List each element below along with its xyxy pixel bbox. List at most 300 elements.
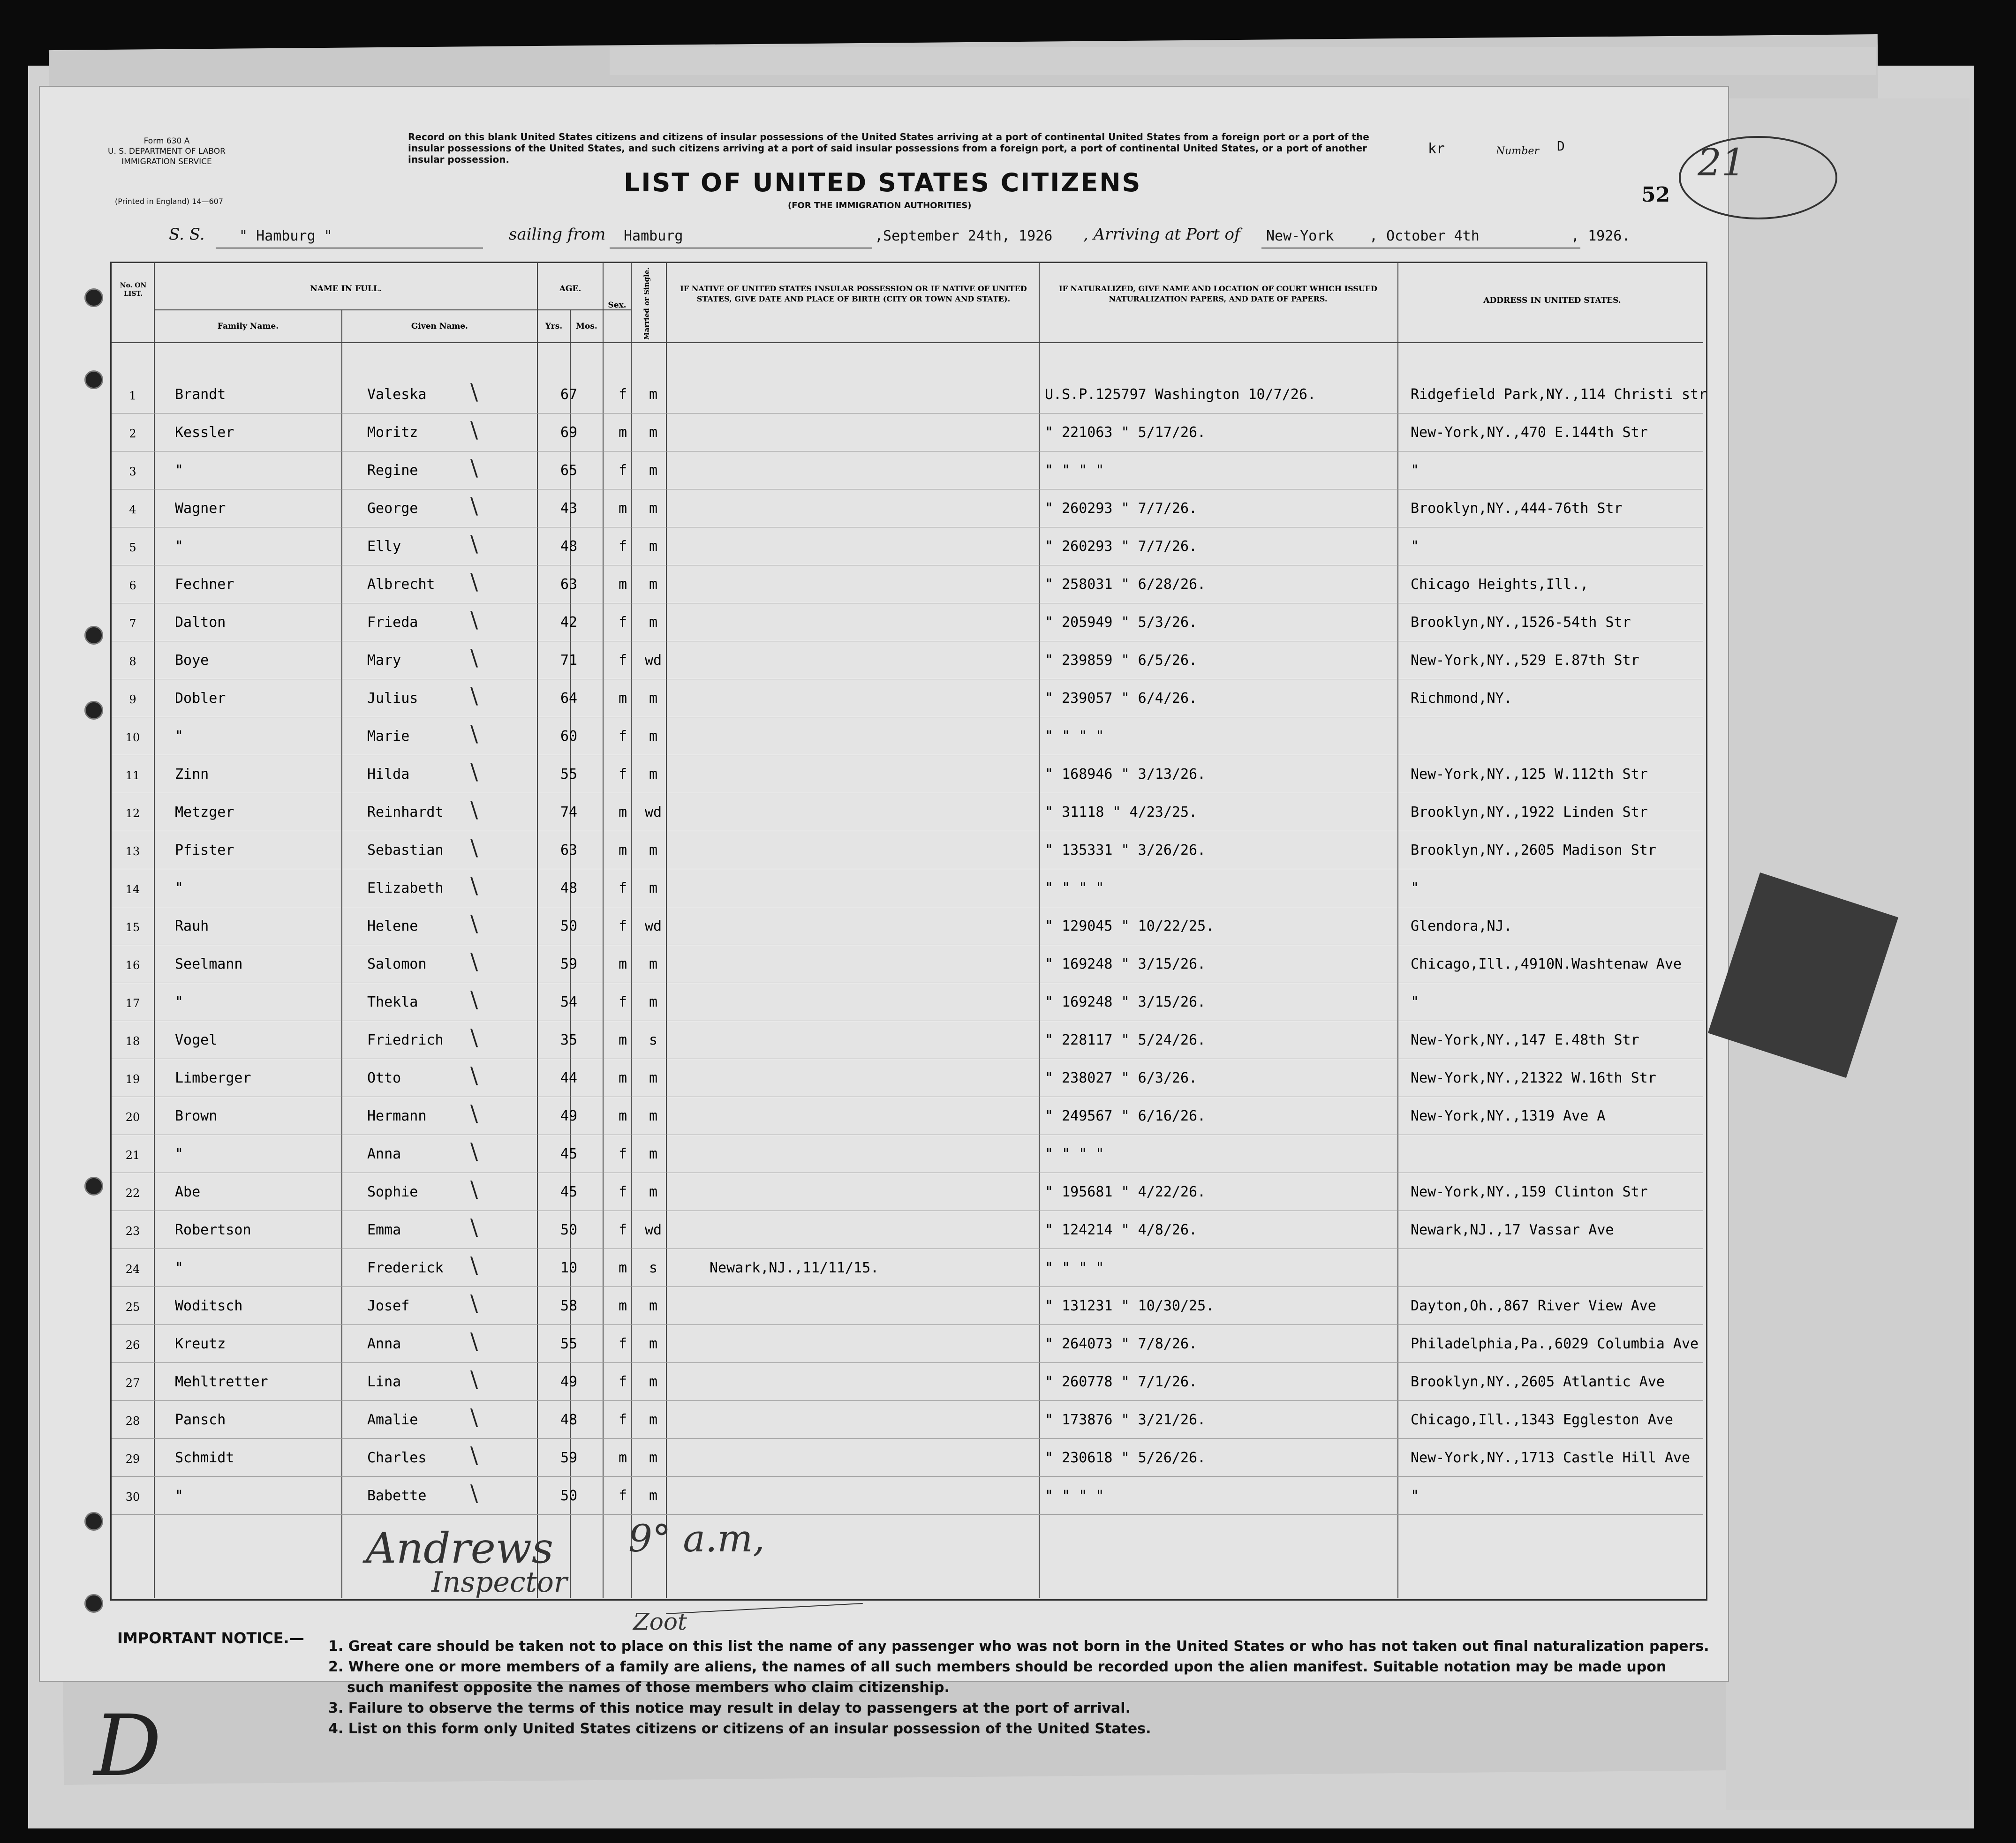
header-bottom <box>112 342 1703 343</box>
address: Philadelphia,Pa.,6029 Columbia Ave <box>1411 1336 1699 1352</box>
form-meta <box>108 136 226 167</box>
page-number: 52 <box>1641 183 1670 207</box>
hdr-no: No. ON LIST. <box>120 282 147 298</box>
row-number: 10 <box>125 731 140 744</box>
address: Chicago,Ill.,4910N.Washtenaw Ave <box>1411 956 1682 972</box>
row-rule <box>112 1286 1703 1287</box>
marital-status: m <box>649 576 658 593</box>
number-label: Number <box>1496 145 1539 157</box>
given-name: Emma <box>367 1222 401 1238</box>
check-mark-icon: \ <box>470 1100 478 1127</box>
sex: f <box>618 728 627 745</box>
sex: f <box>618 538 627 555</box>
family-name: Dalton <box>175 614 226 631</box>
row-rule <box>112 1362 1703 1363</box>
age-years: 48 <box>560 538 578 555</box>
row-number: 25 <box>125 1301 140 1314</box>
age-years: 60 <box>560 728 578 745</box>
check-mark-icon: \ <box>470 835 478 861</box>
sex: f <box>618 994 627 1010</box>
given-name: Reinhardt <box>367 804 444 820</box>
check-mark-icon: \ <box>470 569 478 595</box>
marital-status: m <box>649 956 658 972</box>
table-row <box>112 718 1703 756</box>
table-row <box>112 794 1703 832</box>
family-name: Dobler <box>175 690 226 707</box>
family-name: " <box>175 728 184 745</box>
check-mark-icon: \ <box>470 873 478 899</box>
check-mark-icon: \ <box>470 683 478 709</box>
handwritten-note: Zoot <box>633 1608 687 1635</box>
notice-item: 1. Great care should be taken not to place on this list the name of any passenger who was not born in the United States or who has not taken out final naturalization papers. <box>328 1638 1709 1655</box>
age-years: 50 <box>560 1488 578 1504</box>
table-row <box>112 1363 1703 1402</box>
row-rule <box>112 1514 1703 1515</box>
sex: m <box>618 1450 627 1466</box>
given-name: Frieda <box>367 614 418 631</box>
row-number: 15 <box>125 921 140 934</box>
address: Dayton,Oh.,867 River View Ave <box>1411 1298 1656 1314</box>
sex: m <box>618 690 627 707</box>
sex: m <box>618 1108 627 1124</box>
age-years: 50 <box>560 918 578 934</box>
hdr-given: Given Name. <box>411 322 468 331</box>
table-row <box>112 1022 1703 1060</box>
check-mark-icon: \ <box>470 1366 478 1392</box>
naturalization: " 135331 " 3/26/26. <box>1045 842 1206 858</box>
table-row <box>112 946 1703 984</box>
naturalization: " 173876 " 3/21/26. <box>1045 1412 1206 1428</box>
naturalization: " " " " <box>1045 880 1104 896</box>
marital-status: s <box>649 1260 658 1276</box>
age-years: 64 <box>560 690 578 707</box>
address: New-York,NY.,147 E.48th Str <box>1411 1032 1639 1048</box>
table-row <box>112 1098 1703 1136</box>
marital-status: wd <box>644 804 662 820</box>
row-number: 8 <box>129 655 136 668</box>
given-name: Salomon <box>367 956 427 972</box>
sex: f <box>618 1488 627 1504</box>
marital-status: m <box>649 614 658 631</box>
sex: m <box>618 424 627 441</box>
sex: m <box>618 1070 627 1086</box>
binding-hole <box>84 288 103 307</box>
sex: m <box>618 804 627 820</box>
marital-status: m <box>649 1146 658 1162</box>
table-row <box>112 1136 1703 1174</box>
table-row <box>112 1174 1703 1212</box>
table-row <box>112 1249 1703 1288</box>
inspector-title: Inspector <box>431 1566 567 1599</box>
row-number: 18 <box>125 1035 140 1048</box>
age-years: 54 <box>560 994 578 1010</box>
age-years: 42 <box>560 614 578 631</box>
sex: f <box>618 918 627 934</box>
notice-items <box>328 1636 1716 1739</box>
check-mark-icon: \ <box>470 797 478 823</box>
given-name: George <box>367 500 418 517</box>
age-years: 74 <box>560 804 578 820</box>
naturalization: " 239859 " 6/5/26. <box>1045 652 1198 669</box>
binding-hole <box>84 701 103 720</box>
address: Brooklyn,NY.,444-76th Str <box>1411 500 1623 517</box>
sex: f <box>618 1374 627 1390</box>
check-mark-icon: \ <box>470 1328 478 1354</box>
address: New-York,NY.,21322 W.16th Str <box>1411 1070 1656 1086</box>
naturalization: " 168946 " 3/13/26. <box>1045 766 1206 782</box>
family-name: Pfister <box>175 842 234 858</box>
marital-status: wd <box>644 1222 662 1238</box>
family-name: Abe <box>175 1184 201 1200</box>
family-name: " <box>175 880 184 896</box>
row-number: 30 <box>125 1490 140 1504</box>
naturalization: " 205949 " 5/3/26. <box>1045 614 1198 631</box>
check-mark-icon: \ <box>470 910 478 937</box>
table-row <box>112 452 1703 490</box>
address: New-York,NY.,159 Clinton Str <box>1411 1184 1648 1200</box>
sex: f <box>618 1412 627 1428</box>
table-row <box>112 604 1703 642</box>
age-years: 48 <box>560 880 578 896</box>
family-name: Brown <box>175 1108 218 1124</box>
family-name: Vogel <box>175 1032 218 1048</box>
service: IMMIGRATION SERVICE <box>121 157 212 166</box>
given-name: Babette <box>367 1488 427 1504</box>
marital-status: m <box>649 1450 658 1466</box>
circled-number: 21 <box>1698 141 1745 184</box>
family-name: " <box>175 462 184 479</box>
row-rule <box>112 1438 1703 1439</box>
table-row <box>112 1211 1703 1250</box>
notice-item: 2. Where one or more members of a family are aliens, the names of all such members should be recorded upon the alien manifest. Suitable notation may be made upon <box>328 1659 1667 1675</box>
row-number: 1 <box>129 389 136 402</box>
family-name: " <box>175 538 184 555</box>
family-name: Wagner <box>175 500 226 517</box>
check-mark-icon: \ <box>470 531 478 557</box>
age-years: 59 <box>560 1450 578 1466</box>
age-years: 59 <box>560 956 578 972</box>
given-name: Otto <box>367 1070 401 1086</box>
row-number: 16 <box>125 959 140 972</box>
table-row <box>112 490 1703 528</box>
family-name: " <box>175 1488 184 1504</box>
naturalization: " 228117 " 5/24/26. <box>1045 1032 1206 1048</box>
address: Chicago Heights,Ill., <box>1411 576 1589 593</box>
given-name: Albrecht <box>367 576 435 593</box>
row-number: 14 <box>125 883 140 896</box>
arrival-year: , 1926. <box>1571 228 1631 244</box>
age-years: 49 <box>560 1374 578 1390</box>
ss-label: S. S. <box>169 225 205 244</box>
check-mark-icon: \ <box>470 607 478 633</box>
table-row <box>112 642 1703 680</box>
row-number: 4 <box>129 503 136 516</box>
given-name: Elizabeth <box>367 880 444 896</box>
address: New-York,NY.,125 W.112th Str <box>1411 766 1648 782</box>
sex: m <box>618 576 627 593</box>
row-number: 3 <box>129 465 136 478</box>
address: New-York,NY.,1319 Ave A <box>1411 1108 1606 1124</box>
family-name: Rauh <box>175 918 209 934</box>
table-row <box>112 566 1703 604</box>
check-mark-icon: \ <box>470 1138 478 1165</box>
address: Brooklyn,NY.,1526-54th Str <box>1411 614 1631 631</box>
row-number: 12 <box>125 807 140 820</box>
naturalization: " 260778 " 7/1/26. <box>1045 1374 1198 1390</box>
hdr-address: ADDRESS IN UNITED STATES. <box>1483 296 1621 305</box>
given-name: Charles <box>367 1450 427 1466</box>
notice-item: 3. Failure to observe the terms of this notice may result in delay to passengers at the port of arrival. <box>328 1700 1131 1716</box>
sex: f <box>618 614 627 631</box>
sex: m <box>618 956 627 972</box>
arriving-label: , Arriving at Port of <box>1083 225 1240 244</box>
table-row <box>112 756 1703 794</box>
marital-status: m <box>649 766 658 782</box>
hdr-yrs: Yrs. <box>545 322 563 331</box>
address: Brooklyn,NY.,1922 Linden Str <box>1411 804 1648 820</box>
printed-note: (Printed in England) 14—607 <box>115 197 223 206</box>
naturalization: " 169248 " 3/15/26. <box>1045 994 1206 1010</box>
marital-status: wd <box>644 652 662 669</box>
marital-status: m <box>649 728 658 745</box>
given-name: Helene <box>367 918 418 934</box>
naturalization: " " " " <box>1045 728 1104 745</box>
from-port: Hamburg <box>624 228 683 244</box>
family-name: " <box>175 994 184 1010</box>
row-number: 21 <box>125 1149 140 1162</box>
arrival-port: New-York <box>1266 228 1334 244</box>
marital-status: m <box>649 1488 658 1504</box>
given-name: Thekla <box>367 994 418 1010</box>
family-name: Limberger <box>175 1070 251 1086</box>
age-years: 49 <box>560 1108 578 1124</box>
age-years: 63 <box>560 842 578 858</box>
age-years: 45 <box>560 1146 578 1162</box>
address: New-York,NY.,1713 Castle Hill Ave <box>1411 1450 1691 1466</box>
naturalization: " 169248 " 3/15/26. <box>1045 956 1206 972</box>
age-years: 48 <box>560 1412 578 1428</box>
family-name: Kessler <box>175 424 234 441</box>
check-mark-icon: \ <box>470 721 478 747</box>
ship-name: " Hamburg " <box>239 228 332 244</box>
row-rule <box>112 1476 1703 1477</box>
age-years: 58 <box>560 1298 578 1314</box>
check-mark-icon: \ <box>470 1062 478 1089</box>
sex: m <box>618 1260 627 1276</box>
sex: f <box>618 1184 627 1200</box>
table-row <box>112 832 1703 870</box>
address: " <box>1411 994 1420 1010</box>
naturalization: " " " " <box>1045 1260 1104 1276</box>
family-name: " <box>175 1146 184 1162</box>
number-value: D <box>1557 138 1565 154</box>
sex: f <box>618 1146 627 1162</box>
naturalization: " 264073 " 7/8/26. <box>1045 1336 1198 1352</box>
marital-status: m <box>649 1412 658 1428</box>
check-mark-icon: \ <box>470 455 478 481</box>
given-name: Hermann <box>367 1108 427 1124</box>
sex: m <box>618 500 627 517</box>
check-mark-icon: \ <box>470 1480 478 1506</box>
check-mark-icon: \ <box>470 1404 478 1430</box>
family-name: Robertson <box>175 1222 251 1238</box>
given-name: Moritz <box>367 424 418 441</box>
row-number: 28 <box>125 1414 140 1428</box>
table-row <box>112 1060 1703 1098</box>
binding-hole <box>84 626 103 645</box>
row-number: 24 <box>125 1263 140 1276</box>
address: New-York,NY.,470 E.144th Str <box>1411 424 1648 441</box>
paper-stack-top-edge <box>610 47 1876 75</box>
given-name: Lina <box>367 1374 401 1390</box>
check-mark-icon: \ <box>470 1214 478 1241</box>
family-name: Metzger <box>175 804 234 820</box>
naturalization: " 131231 " 10/30/25. <box>1045 1298 1215 1314</box>
naturalization: " 221063 " 5/17/26. <box>1045 424 1206 441</box>
row-number: 6 <box>129 579 136 592</box>
row-rule <box>112 1324 1703 1325</box>
sail-date: ,September 24th, 1926 <box>875 228 1053 244</box>
family-name: Mehltretter <box>175 1374 268 1390</box>
hdr-naturalized: IF NATURALIZED, GIVE NAME AND LOCATION OF COURT WHICH ISSUED NATURALIZATION PAPERS, AND DATE OF PAPERS. <box>1059 284 1377 303</box>
arrival-date: , October 4th <box>1369 228 1480 244</box>
given-name: Marie <box>367 728 410 745</box>
table-row <box>112 680 1703 718</box>
family-name: Zinn <box>175 766 209 782</box>
marital-status: m <box>649 538 658 555</box>
naturalization: U.S.P.125797 Washington 10/7/26. <box>1045 386 1316 403</box>
naturalization: " 239057 " 6/4/26. <box>1045 690 1198 707</box>
given-name: Anna <box>367 1336 401 1352</box>
given-name: Amalie <box>367 1412 418 1428</box>
row-number: 17 <box>125 997 140 1010</box>
hdr-name-in-full: NAME IN FULL. <box>310 284 382 293</box>
given-name: Anna <box>367 1146 401 1162</box>
naturalization: " 260293 " 7/7/26. <box>1045 538 1198 555</box>
sex: f <box>618 652 627 669</box>
marital-status: m <box>649 386 658 403</box>
page-title: LIST OF UNITED STATES CITIZENS <box>624 168 1142 197</box>
family-name: Seelmann <box>175 956 243 972</box>
table-row <box>112 376 1707 414</box>
form-number: Form 630 A <box>143 136 190 146</box>
header-subdivider <box>154 309 631 310</box>
given-name: Hilda <box>367 766 410 782</box>
sex: f <box>618 1336 627 1352</box>
check-mark-icon: \ <box>470 1176 478 1203</box>
notice-item: 4. List on this form only United States citizens or citizens of an insular possession of the United States. <box>328 1721 1151 1737</box>
check-mark-icon: \ <box>470 759 478 785</box>
check-mark-icon: \ <box>470 1024 478 1051</box>
naturalization: " 230618 " 5/26/26. <box>1045 1450 1206 1466</box>
notice-item: such manifest opposite the names of those members who claim citizenship. <box>347 1679 950 1696</box>
naturalization: " 31118 " 4/23/25. <box>1045 804 1198 820</box>
marital-status: wd <box>644 918 662 934</box>
check-mark-icon: \ <box>470 493 478 519</box>
row-number: 11 <box>125 769 140 782</box>
address: Richmond,NY. <box>1411 690 1512 707</box>
check-mark-icon: \ <box>470 1442 478 1468</box>
naturalization: " 124214 " 4/8/26. <box>1045 1222 1198 1238</box>
sailing-label: sailing from <box>509 225 606 244</box>
naturalization: " " " " <box>1045 462 1104 479</box>
page-subtitle: (FOR THE IMMIGRATION AUTHORITIES) <box>788 201 972 211</box>
sex: m <box>618 842 627 858</box>
row-number: 20 <box>125 1111 140 1124</box>
table-row <box>112 1439 1703 1478</box>
row-number: 27 <box>125 1377 140 1390</box>
check-mark-icon: \ <box>470 986 478 1013</box>
marital-status: m <box>649 690 658 707</box>
marital-status: m <box>649 1184 658 1200</box>
marital-status: m <box>649 1070 658 1086</box>
department: U. S. DEPARTMENT OF LABOR <box>108 147 226 156</box>
age-years: 45 <box>560 1184 578 1200</box>
age-years: 44 <box>560 1070 578 1086</box>
marital-status: m <box>649 880 658 896</box>
table-row <box>112 984 1703 1022</box>
kr-mark: kr <box>1428 141 1445 157</box>
row-number: 22 <box>125 1187 140 1200</box>
marital-status: s <box>649 1032 658 1048</box>
row-number: 23 <box>125 1225 140 1238</box>
age-years: 50 <box>560 1222 578 1238</box>
row-number: 26 <box>125 1339 140 1352</box>
naturalization: " " " " <box>1045 1488 1104 1504</box>
binding-hole <box>84 1177 103 1196</box>
given-name: Mary <box>367 652 401 669</box>
table-row <box>112 1325 1703 1364</box>
corner-letter: D <box>94 1697 162 1795</box>
table-row <box>112 870 1703 908</box>
sex: f <box>618 462 627 479</box>
instructions: Record on this blank United States citizens and citizens of insular possessions of the United States arriving at a port of continental United States from a foreign port or a port of the insular possessions of the United States, and such citizens arriving at a port of said insular possessions from a foreign port, a port of continental United States, or a port of another insular possession. <box>408 131 1369 165</box>
table-row <box>112 908 1703 946</box>
check-mark-icon: \ <box>470 417 478 443</box>
naturalization: " 195681 " 4/22/26. <box>1045 1184 1206 1200</box>
marital-status: m <box>649 500 658 517</box>
naturalization: " 260293 " 7/7/26. <box>1045 500 1198 517</box>
age-years: 63 <box>560 576 578 593</box>
binding-hole <box>84 370 103 389</box>
table-row <box>112 1401 1703 1440</box>
age-years: 65 <box>560 462 578 479</box>
check-mark-icon: \ <box>470 948 478 975</box>
marital-status: m <box>649 1298 658 1314</box>
check-mark-icon: \ <box>470 1252 478 1279</box>
check-mark-icon: \ <box>470 379 478 405</box>
naturalization: " " " " <box>1045 1146 1104 1162</box>
hdr-mos: Mos. <box>576 322 597 331</box>
family-name: Brandt <box>175 386 226 403</box>
table-row <box>112 1287 1703 1326</box>
binding-hole <box>84 1594 103 1613</box>
binding-hole <box>84 1512 103 1531</box>
address: Chicago,Ill.,1343 Eggleston Ave <box>1411 1412 1673 1428</box>
hdr-birth: IF NATIVE OF UNITED STATES INSULAR POSSESSION OR IF NATIVE OF UNITED STATES, GIVE DATE AND PLACE OF BIRTH (CITY OR TOWN AND STATE). <box>680 284 1027 303</box>
age-years: 10 <box>560 1260 578 1276</box>
given-name: Regine <box>367 462 418 479</box>
given-name: Frederick <box>367 1260 444 1276</box>
given-name: Friedrich <box>367 1032 444 1048</box>
marital-status: m <box>649 994 658 1010</box>
family-name: Kreutz <box>175 1336 226 1352</box>
address: New-York,NY.,529 E.87th Str <box>1411 652 1639 669</box>
notice-label: IMPORTANT NOTICE.— <box>117 1629 304 1647</box>
age-years: 69 <box>560 424 578 441</box>
check-mark-icon: \ <box>470 645 478 671</box>
row-number: 9 <box>129 693 136 706</box>
